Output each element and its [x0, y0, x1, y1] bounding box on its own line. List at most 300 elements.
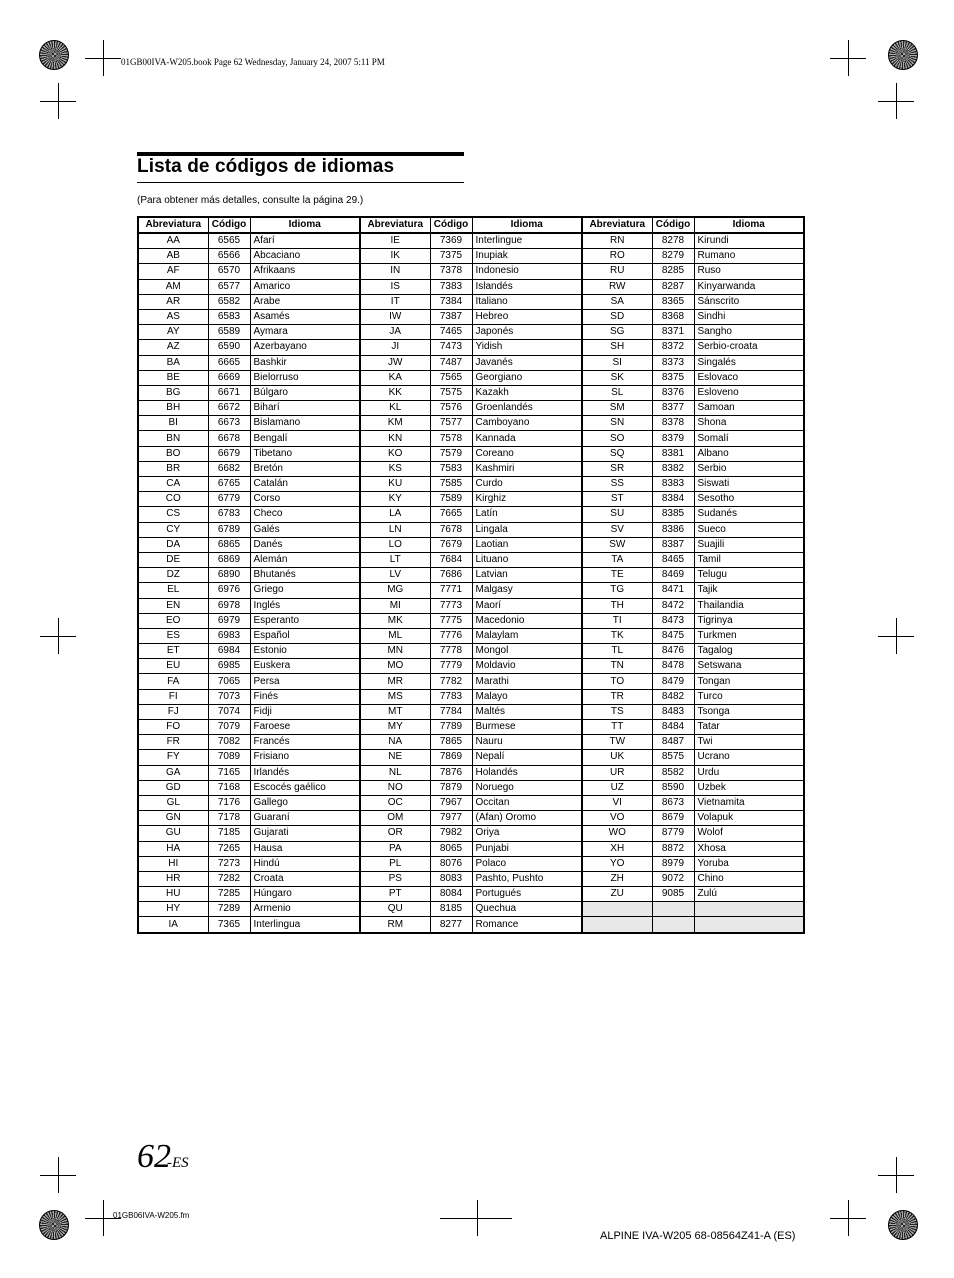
abbreviation-cell: HU — [138, 887, 208, 902]
language-cell: Vietnamita — [694, 795, 804, 810]
code-cell: 7879 — [430, 780, 472, 795]
abbreviation-cell: TE — [582, 568, 652, 583]
language-cell: Islandés — [472, 279, 582, 294]
language-cell: Rumano — [694, 249, 804, 264]
abbreviation-cell: KU — [360, 477, 430, 492]
language-cell: Mongol — [472, 644, 582, 659]
code-cell: 6984 — [208, 644, 250, 659]
abbreviation-cell: OM — [360, 811, 430, 826]
abbreviation-cell: IT — [360, 294, 430, 309]
code-cell: 7178 — [208, 811, 250, 826]
language-cell: Abcaciano — [250, 249, 360, 264]
abbreviation-cell: TG — [582, 583, 652, 598]
code-cell: 7577 — [430, 416, 472, 431]
abbreviation-cell: UR — [582, 765, 652, 780]
code-cell: 6570 — [208, 264, 250, 279]
language-cell: Sesotho — [694, 492, 804, 507]
code-cell: 8483 — [652, 704, 694, 719]
code-cell: 8779 — [652, 826, 694, 841]
code-cell: 6589 — [208, 325, 250, 340]
code-cell: 7369 — [430, 233, 472, 249]
code-cell: 7589 — [430, 492, 472, 507]
code-cell: 7285 — [208, 887, 250, 902]
abbreviation-cell: CO — [138, 492, 208, 507]
language-cell: Hausa — [250, 841, 360, 856]
language-cell: Escocés gaélico — [250, 780, 360, 795]
empty-cell — [582, 917, 652, 933]
abbreviation-cell: KY — [360, 492, 430, 507]
language-cell: Esperanto — [250, 613, 360, 628]
abbreviation-cell: SO — [582, 431, 652, 446]
code-cell: 7185 — [208, 826, 250, 841]
table-row — [138, 264, 804, 279]
language-cell: Serbio — [694, 461, 804, 476]
language-cell: Pashto, Pushto — [472, 871, 582, 886]
language-cell: Polaco — [472, 856, 582, 871]
abbreviation-cell: NA — [360, 735, 430, 750]
language-cell: Coreano — [472, 446, 582, 461]
language-cell: Amarico — [250, 279, 360, 294]
code-cell: 8386 — [652, 522, 694, 537]
abbreviation-cell: KK — [360, 385, 430, 400]
table-row — [138, 279, 804, 294]
code-cell: 8379 — [652, 431, 694, 446]
language-cell: Turco — [694, 689, 804, 704]
language-cell: Sánscrito — [694, 294, 804, 309]
code-cell: 7776 — [430, 628, 472, 643]
abbreviation-cell: JW — [360, 355, 430, 370]
table-header-row — [138, 217, 804, 233]
table-row — [138, 416, 804, 431]
language-cell: Telugu — [694, 568, 804, 583]
code-cell: 6869 — [208, 552, 250, 567]
abbreviation-cell: TS — [582, 704, 652, 719]
code-cell: 8083 — [430, 871, 472, 886]
code-cell: 8484 — [652, 720, 694, 735]
abbreviation-cell: SL — [582, 385, 652, 400]
language-cell: Bhutanés — [250, 568, 360, 583]
abbreviation-cell: PT — [360, 887, 430, 902]
code-cell: 7565 — [430, 370, 472, 385]
language-cell: Eslovaco — [694, 370, 804, 385]
abbreviation-cell: ST — [582, 492, 652, 507]
abbreviation-cell: SH — [582, 340, 652, 355]
empty-cell — [652, 917, 694, 933]
abbreviation-cell: SR — [582, 461, 652, 476]
language-cell: Nepalí — [472, 750, 582, 765]
table-row — [138, 309, 804, 324]
code-cell: 7576 — [430, 401, 472, 416]
code-cell: 7282 — [208, 871, 250, 886]
code-cell: 8278 — [652, 233, 694, 249]
language-cell: Tatar — [694, 720, 804, 735]
language-cell: Japonés — [472, 325, 582, 340]
abbreviation-cell: NL — [360, 765, 430, 780]
abbreviation-cell: DE — [138, 552, 208, 567]
abbreviation-cell: RU — [582, 264, 652, 279]
crop-mark-icon — [58, 618, 59, 654]
table-row — [138, 249, 804, 264]
language-cell: Finés — [250, 689, 360, 704]
language-cell: Arabe — [250, 294, 360, 309]
code-cell: 8472 — [652, 598, 694, 613]
language-cell: Malaylam — [472, 628, 582, 643]
table-row — [138, 401, 804, 416]
language-cell: Persa — [250, 674, 360, 689]
abbreviation-cell: SW — [582, 537, 652, 552]
table-row — [138, 765, 804, 780]
language-cell: Setswana — [694, 659, 804, 674]
language-cell: Yidish — [472, 340, 582, 355]
code-cell: 8382 — [652, 461, 694, 476]
abbreviation-cell: IE — [360, 233, 430, 249]
color-disc-icon — [39, 40, 69, 70]
abbreviation-cell: TH — [582, 598, 652, 613]
code-cell: 7789 — [430, 720, 472, 735]
language-cell: Sangho — [694, 325, 804, 340]
language-cell: Griego — [250, 583, 360, 598]
language-cell: Twi — [694, 735, 804, 750]
abbreviation-cell: ML — [360, 628, 430, 643]
language-cell: Volapuk — [694, 811, 804, 826]
code-cell: 7784 — [430, 704, 472, 719]
table-row — [138, 568, 804, 583]
code-cell: 8387 — [652, 537, 694, 552]
abbreviation-cell: FI — [138, 689, 208, 704]
language-cell: Gallego — [250, 795, 360, 810]
code-cell: 8473 — [652, 613, 694, 628]
language-cell: Danés — [250, 537, 360, 552]
code-cell: 8575 — [652, 750, 694, 765]
table-row — [138, 340, 804, 355]
code-cell: 8673 — [652, 795, 694, 810]
code-cell: 8365 — [652, 294, 694, 309]
code-cell: 8372 — [652, 340, 694, 355]
table-row — [138, 811, 804, 826]
code-cell: 6983 — [208, 628, 250, 643]
abbreviation-cell: PL — [360, 856, 430, 871]
language-cell: Gujarati — [250, 826, 360, 841]
code-cell: 7384 — [430, 294, 472, 309]
language-cell: Aymara — [250, 325, 360, 340]
code-cell: 8279 — [652, 249, 694, 264]
code-cell: 8376 — [652, 385, 694, 400]
table-row — [138, 492, 804, 507]
code-cell: 7779 — [430, 659, 472, 674]
table-row — [138, 477, 804, 492]
language-cell: Romance — [472, 917, 582, 933]
language-cell: (Afan) Oromo — [472, 811, 582, 826]
language-cell: Sueco — [694, 522, 804, 537]
language-cell: Alemán — [250, 552, 360, 567]
abbreviation-cell: BH — [138, 401, 208, 416]
abbreviation-cell: EU — [138, 659, 208, 674]
abbreviation-cell: AY — [138, 325, 208, 340]
language-cell: Shona — [694, 416, 804, 431]
table-row — [138, 826, 804, 841]
page-number: 62 — [137, 1138, 171, 1175]
table-row — [138, 522, 804, 537]
abbreviation-cell: ET — [138, 644, 208, 659]
header-language: Idioma — [250, 217, 360, 233]
code-cell: 7778 — [430, 644, 472, 659]
code-cell: 7583 — [430, 461, 472, 476]
language-cell: Laotian — [472, 537, 582, 552]
language-cell: Afarí — [250, 233, 360, 249]
abbreviation-cell: PA — [360, 841, 430, 856]
code-cell: 8378 — [652, 416, 694, 431]
abbreviation-cell: SQ — [582, 446, 652, 461]
code-cell: 7168 — [208, 780, 250, 795]
header-abbreviation: Abreviatura — [360, 217, 430, 233]
language-cell: Samoan — [694, 401, 804, 416]
abbreviation-cell: TA — [582, 552, 652, 567]
table-row — [138, 674, 804, 689]
abbreviation-cell: GD — [138, 780, 208, 795]
abbreviation-cell: HR — [138, 871, 208, 886]
language-cell: Kazakh — [472, 385, 582, 400]
abbreviation-cell: RO — [582, 249, 652, 264]
language-cell: Quechua — [472, 902, 582, 917]
table-row — [138, 628, 804, 643]
table-row — [138, 385, 804, 400]
table-row — [138, 902, 804, 917]
abbreviation-cell: BR — [138, 461, 208, 476]
abbreviation-cell: DZ — [138, 568, 208, 583]
abbreviation-cell: TO — [582, 674, 652, 689]
language-cell: Malgasy — [472, 583, 582, 598]
language-cell: Bislamano — [250, 416, 360, 431]
abbreviation-cell: MS — [360, 689, 430, 704]
table-row — [138, 735, 804, 750]
abbreviation-cell: LT — [360, 552, 430, 567]
code-cell: 7783 — [430, 689, 472, 704]
table-row — [138, 704, 804, 719]
language-cell: Lituano — [472, 552, 582, 567]
abbreviation-cell: GU — [138, 826, 208, 841]
crop-mark-icon — [477, 1200, 478, 1236]
crop-mark-icon — [896, 83, 897, 119]
language-cell: Tongan — [694, 674, 804, 689]
language-cell: Curdo — [472, 477, 582, 492]
abbreviation-cell: NE — [360, 750, 430, 765]
language-cell: Euskera — [250, 659, 360, 674]
language-cell: Hebreo — [472, 309, 582, 324]
table-row — [138, 583, 804, 598]
crop-mark-icon — [896, 1157, 897, 1193]
empty-cell — [694, 917, 804, 933]
abbreviation-cell: OC — [360, 795, 430, 810]
abbreviation-cell: TT — [582, 720, 652, 735]
code-cell: 7579 — [430, 446, 472, 461]
language-cell: Oriya — [472, 826, 582, 841]
color-disc-icon — [39, 1210, 69, 1240]
abbreviation-cell: BA — [138, 355, 208, 370]
table-row — [138, 233, 804, 249]
table-row — [138, 446, 804, 461]
language-cell: Urdu — [694, 765, 804, 780]
abbreviation-cell: GL — [138, 795, 208, 810]
language-cell: Esloveno — [694, 385, 804, 400]
code-cell: 8487 — [652, 735, 694, 750]
abbreviation-cell: BI — [138, 416, 208, 431]
language-cell: Holandés — [472, 765, 582, 780]
abbreviation-cell: KL — [360, 401, 430, 416]
code-cell: 8381 — [652, 446, 694, 461]
abbreviation-cell: YO — [582, 856, 652, 871]
abbreviation-cell: RM — [360, 917, 430, 933]
abbreviation-cell: SM — [582, 401, 652, 416]
abbreviation-cell: QU — [360, 902, 430, 917]
code-cell: 8373 — [652, 355, 694, 370]
abbreviation-cell: SG — [582, 325, 652, 340]
language-cell: Zulú — [694, 887, 804, 902]
language-code-table — [137, 216, 805, 934]
abbreviation-cell: CS — [138, 507, 208, 522]
code-cell: 9085 — [652, 887, 694, 902]
language-cell: Kinyarwanda — [694, 279, 804, 294]
table-row — [138, 887, 804, 902]
language-cell: Húngaro — [250, 887, 360, 902]
code-cell: 6565 — [208, 233, 250, 249]
code-cell: 7289 — [208, 902, 250, 917]
code-cell: 7387 — [430, 309, 472, 324]
table-row — [138, 689, 804, 704]
abbreviation-cell: SK — [582, 370, 652, 385]
abbreviation-cell: AS — [138, 309, 208, 324]
language-cell: Georgiano — [472, 370, 582, 385]
language-cell: Noruego — [472, 780, 582, 795]
code-cell: 7775 — [430, 613, 472, 628]
table-row — [138, 871, 804, 886]
language-cell: Interlingue — [472, 233, 582, 249]
code-cell: 7082 — [208, 735, 250, 750]
language-cell: Indonesio — [472, 264, 582, 279]
code-cell: 6679 — [208, 446, 250, 461]
language-cell: Chino — [694, 871, 804, 886]
table-row — [138, 750, 804, 765]
code-cell: 6669 — [208, 370, 250, 385]
table-row — [138, 780, 804, 795]
code-cell: 8368 — [652, 309, 694, 324]
abbreviation-cell: JA — [360, 325, 430, 340]
header-code: Código — [430, 217, 472, 233]
code-cell: 8872 — [652, 841, 694, 856]
code-cell: 7977 — [430, 811, 472, 826]
code-cell: 7378 — [430, 264, 472, 279]
crop-mark-icon — [848, 40, 849, 76]
abbreviation-cell: EO — [138, 613, 208, 628]
code-cell: 7165 — [208, 765, 250, 780]
crop-mark-icon — [896, 618, 897, 654]
code-cell: 7065 — [208, 674, 250, 689]
language-cell: Kirghiz — [472, 492, 582, 507]
abbreviation-cell: MK — [360, 613, 430, 628]
language-cell: Croata — [250, 871, 360, 886]
code-cell: 6865 — [208, 537, 250, 552]
code-cell: 6671 — [208, 385, 250, 400]
code-cell: 8469 — [652, 568, 694, 583]
table-row — [138, 659, 804, 674]
abbreviation-cell: ZH — [582, 871, 652, 886]
abbreviation-cell: IK — [360, 249, 430, 264]
code-cell: 7771 — [430, 583, 472, 598]
reference-note: (Para obtener más detalles, consulte la página 29.) — [137, 195, 364, 206]
code-cell: 7585 — [430, 477, 472, 492]
table-row — [138, 856, 804, 871]
code-cell: 8479 — [652, 674, 694, 689]
header-language: Idioma — [472, 217, 582, 233]
abbreviation-cell: TI — [582, 613, 652, 628]
code-cell: 8371 — [652, 325, 694, 340]
crop-mark-icon — [848, 1200, 849, 1236]
table-row — [138, 720, 804, 735]
code-cell: 6672 — [208, 401, 250, 416]
code-cell: 8471 — [652, 583, 694, 598]
code-cell: 7869 — [430, 750, 472, 765]
code-cell: 7089 — [208, 750, 250, 765]
language-cell: Tamil — [694, 552, 804, 567]
abbreviation-cell: FO — [138, 720, 208, 735]
empty-cell — [694, 902, 804, 917]
abbreviation-cell: JI — [360, 340, 430, 355]
abbreviation-cell: BG — [138, 385, 208, 400]
language-cell: Afrikaans — [250, 264, 360, 279]
header-code: Código — [208, 217, 250, 233]
language-cell: Interlingua — [250, 917, 360, 933]
table-row — [138, 537, 804, 552]
language-cell: Occitan — [472, 795, 582, 810]
print-header: 01GB00IVA-W205.book Page 62 Wednesday, January 24, 2007 5:11 PM — [121, 57, 385, 67]
code-cell: 7686 — [430, 568, 472, 583]
abbreviation-cell: IA — [138, 917, 208, 933]
crop-mark-icon — [58, 1157, 59, 1193]
language-cell: Inupiak — [472, 249, 582, 264]
abbreviation-cell: NO — [360, 780, 430, 795]
language-cell: Latín — [472, 507, 582, 522]
code-cell: 6783 — [208, 507, 250, 522]
table-row — [138, 355, 804, 370]
language-cell: Xhosa — [694, 841, 804, 856]
abbreviation-cell: KO — [360, 446, 430, 461]
abbreviation-cell: AF — [138, 264, 208, 279]
abbreviation-cell: VO — [582, 811, 652, 826]
language-cell: Galés — [250, 522, 360, 537]
abbreviation-cell: SU — [582, 507, 652, 522]
title-rule — [137, 182, 464, 183]
language-cell: Bashkir — [250, 355, 360, 370]
abbreviation-cell: FR — [138, 735, 208, 750]
language-cell: Nauru — [472, 735, 582, 750]
code-cell: 6779 — [208, 492, 250, 507]
abbreviation-cell: EN — [138, 598, 208, 613]
language-cell: Marathi — [472, 674, 582, 689]
language-cell: Albano — [694, 446, 804, 461]
language-cell: Checo — [250, 507, 360, 522]
table-row — [138, 644, 804, 659]
code-cell: 8384 — [652, 492, 694, 507]
language-cell: Corso — [250, 492, 360, 507]
code-cell: 7074 — [208, 704, 250, 719]
code-cell: 6978 — [208, 598, 250, 613]
table-body — [138, 233, 804, 933]
code-cell: 8679 — [652, 811, 694, 826]
table-row — [138, 507, 804, 522]
abbreviation-cell: ES — [138, 628, 208, 643]
code-cell: 6976 — [208, 583, 250, 598]
color-disc-icon — [888, 1210, 918, 1240]
code-cell: 7967 — [430, 795, 472, 810]
